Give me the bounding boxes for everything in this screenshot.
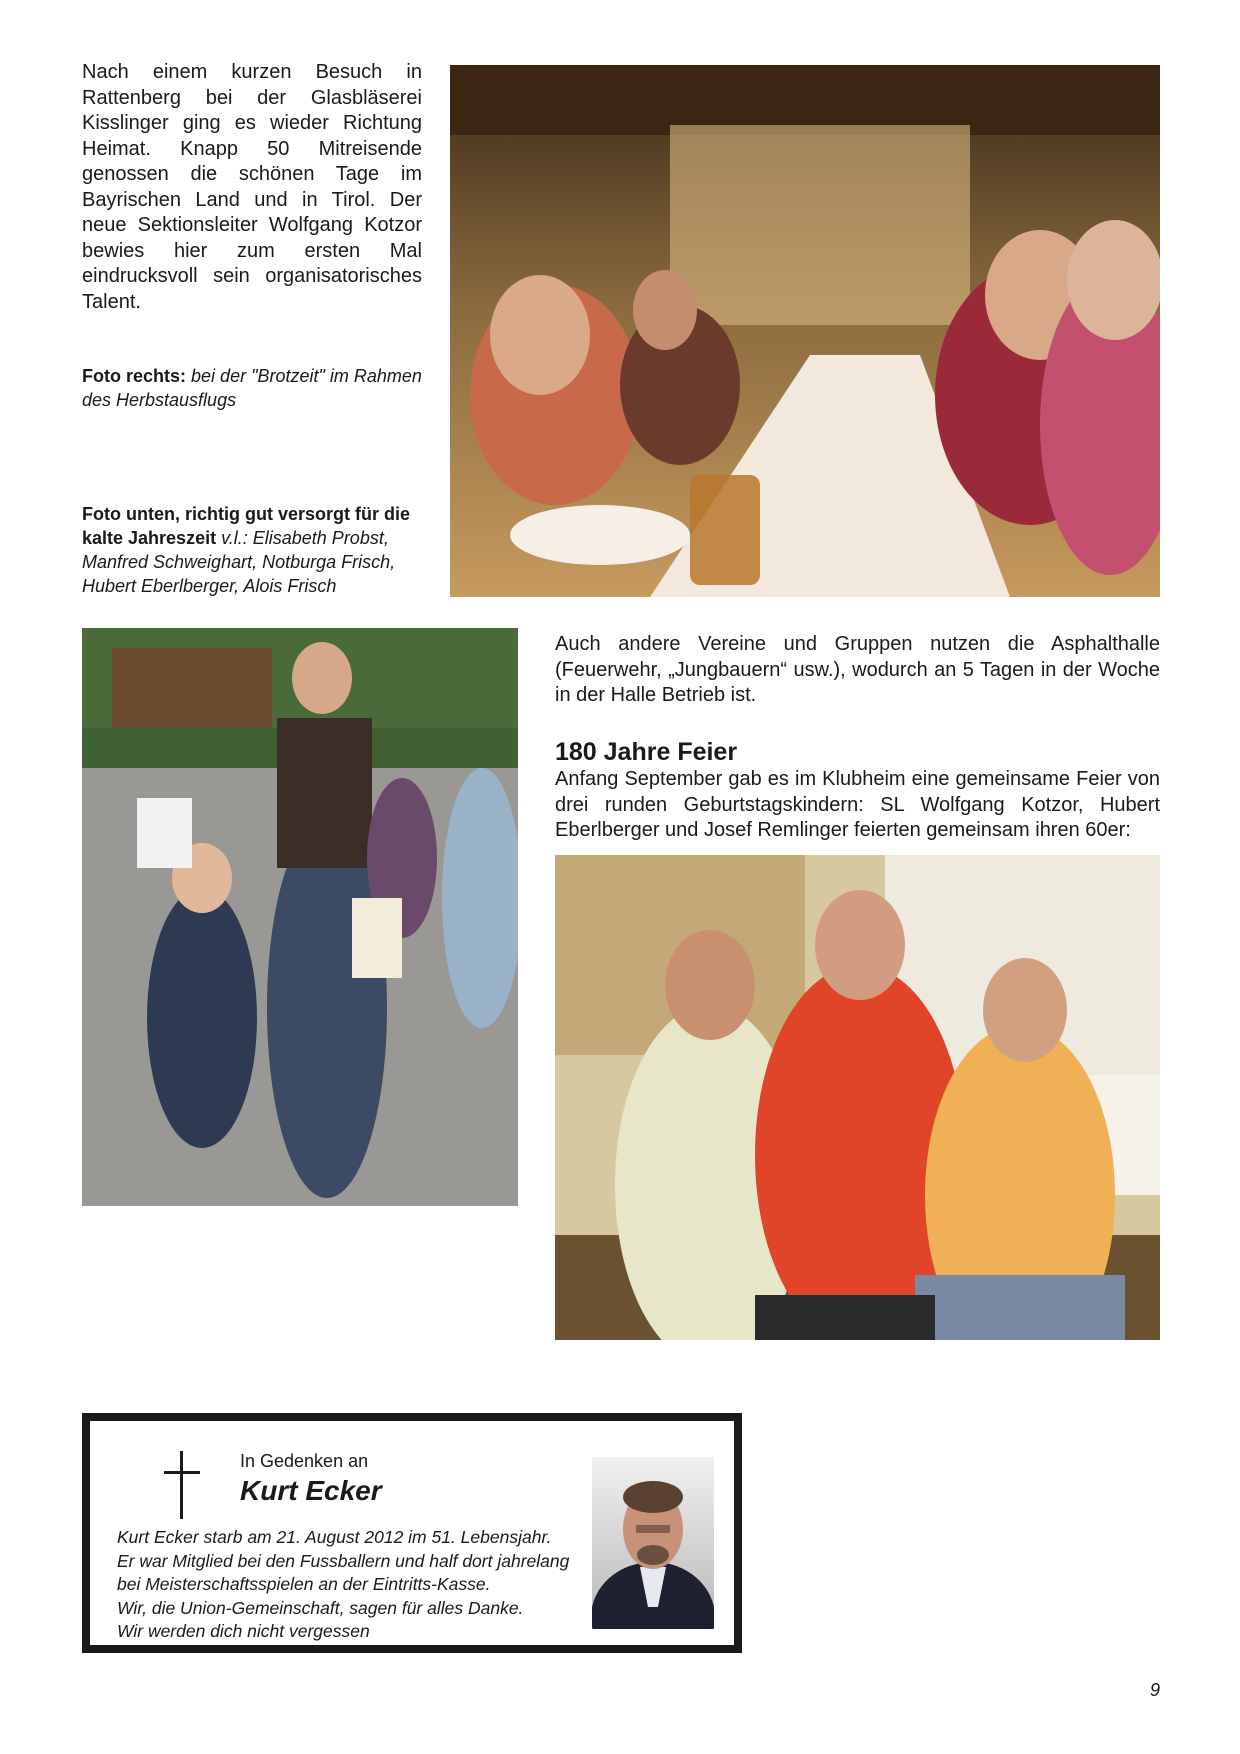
memorial-line: bei Meisterschaftsspielen an der Eintritts-Kasse. <box>117 1574 491 1594</box>
photo-group-outdoors <box>82 628 518 1206</box>
section-180-jahre-feier <box>555 737 1160 844</box>
memorial-name: Kurt Ecker <box>240 1475 382 1506</box>
caption-photo-right-text: bei der "Brotzeit" im Rahmen des Herbstausflugs <box>82 366 422 410</box>
memorial-intro: In Gedenken an <box>240 1451 369 1471</box>
memorial-line: Wir werden dich nicht vergessen <box>117 1621 370 1641</box>
memorial-line: Wir, die Union-Gemeinschaft, sagen für alles Danke. <box>117 1597 524 1618</box>
caption-photo-right <box>82 364 422 412</box>
memorial-inner <box>90 1421 734 1645</box>
section-title: 180 Jahre Feier <box>555 738 738 766</box>
intro-paragraph: Nach einem kurzen Besuch in Rattenberg bei der Glasbläserei Kisslinger ging es wieder Richtung Heimat. Knapp 50 Mitreisende genossen die schönen Tage im Bayrischen Land und in Tirol. Der neue Sektionsleiter Wolfgang Kotzor bewies hier zum ersten Mal eindrucksvoll sein organisatorisches Talent. <box>82 61 422 313</box>
caption-photo-below-label: Foto unten, richtig gut versorgt für die kalte Jahreszeit <box>82 504 410 548</box>
memorial-line: Kurt Ecker starb am 21. August 2012 im 51. Lebensjahr. <box>117 1527 552 1547</box>
caption-photo-right-label: Foto rechts: <box>82 366 187 386</box>
halls-paragraph: Auch andere Vereine und Gruppen nutzen die Asphalthalle (Feuerwehr, „Jungbauern“ usw.), wodurch an 5 Tagen in der Woche in der Halle Betrieb ist. <box>555 633 1160 706</box>
photo-brotzeit-dinner <box>450 65 1160 597</box>
memorial-text <box>117 1526 570 1644</box>
page-number: 9 <box>1150 1680 1161 1700</box>
cross-icon <box>162 1451 202 1519</box>
memorial-box <box>82 1413 742 1653</box>
caption-photo-below <box>82 502 422 598</box>
caption-photo-below-text: v.l.: Elisabeth Probst, Manfred Schweighart, Notburga Frisch, Hubert Eberlberger, Alois Frisch <box>82 528 396 596</box>
memorial-portrait <box>592 1457 714 1629</box>
section-text: Anfang September gab es im Klubheim eine gemeinsame Feier von drei runden Geburtstagskindern: SL Wolfgang Kotzor, Hubert Eberlberger und Josef Remlinger feierten gemeinsam ihren 60er: <box>555 768 1160 841</box>
memorial-line: Er war Mitglied bei den Fussballern und half dort jahrelang <box>117 1550 570 1571</box>
photo-birthday-celebration <box>555 855 1160 1340</box>
